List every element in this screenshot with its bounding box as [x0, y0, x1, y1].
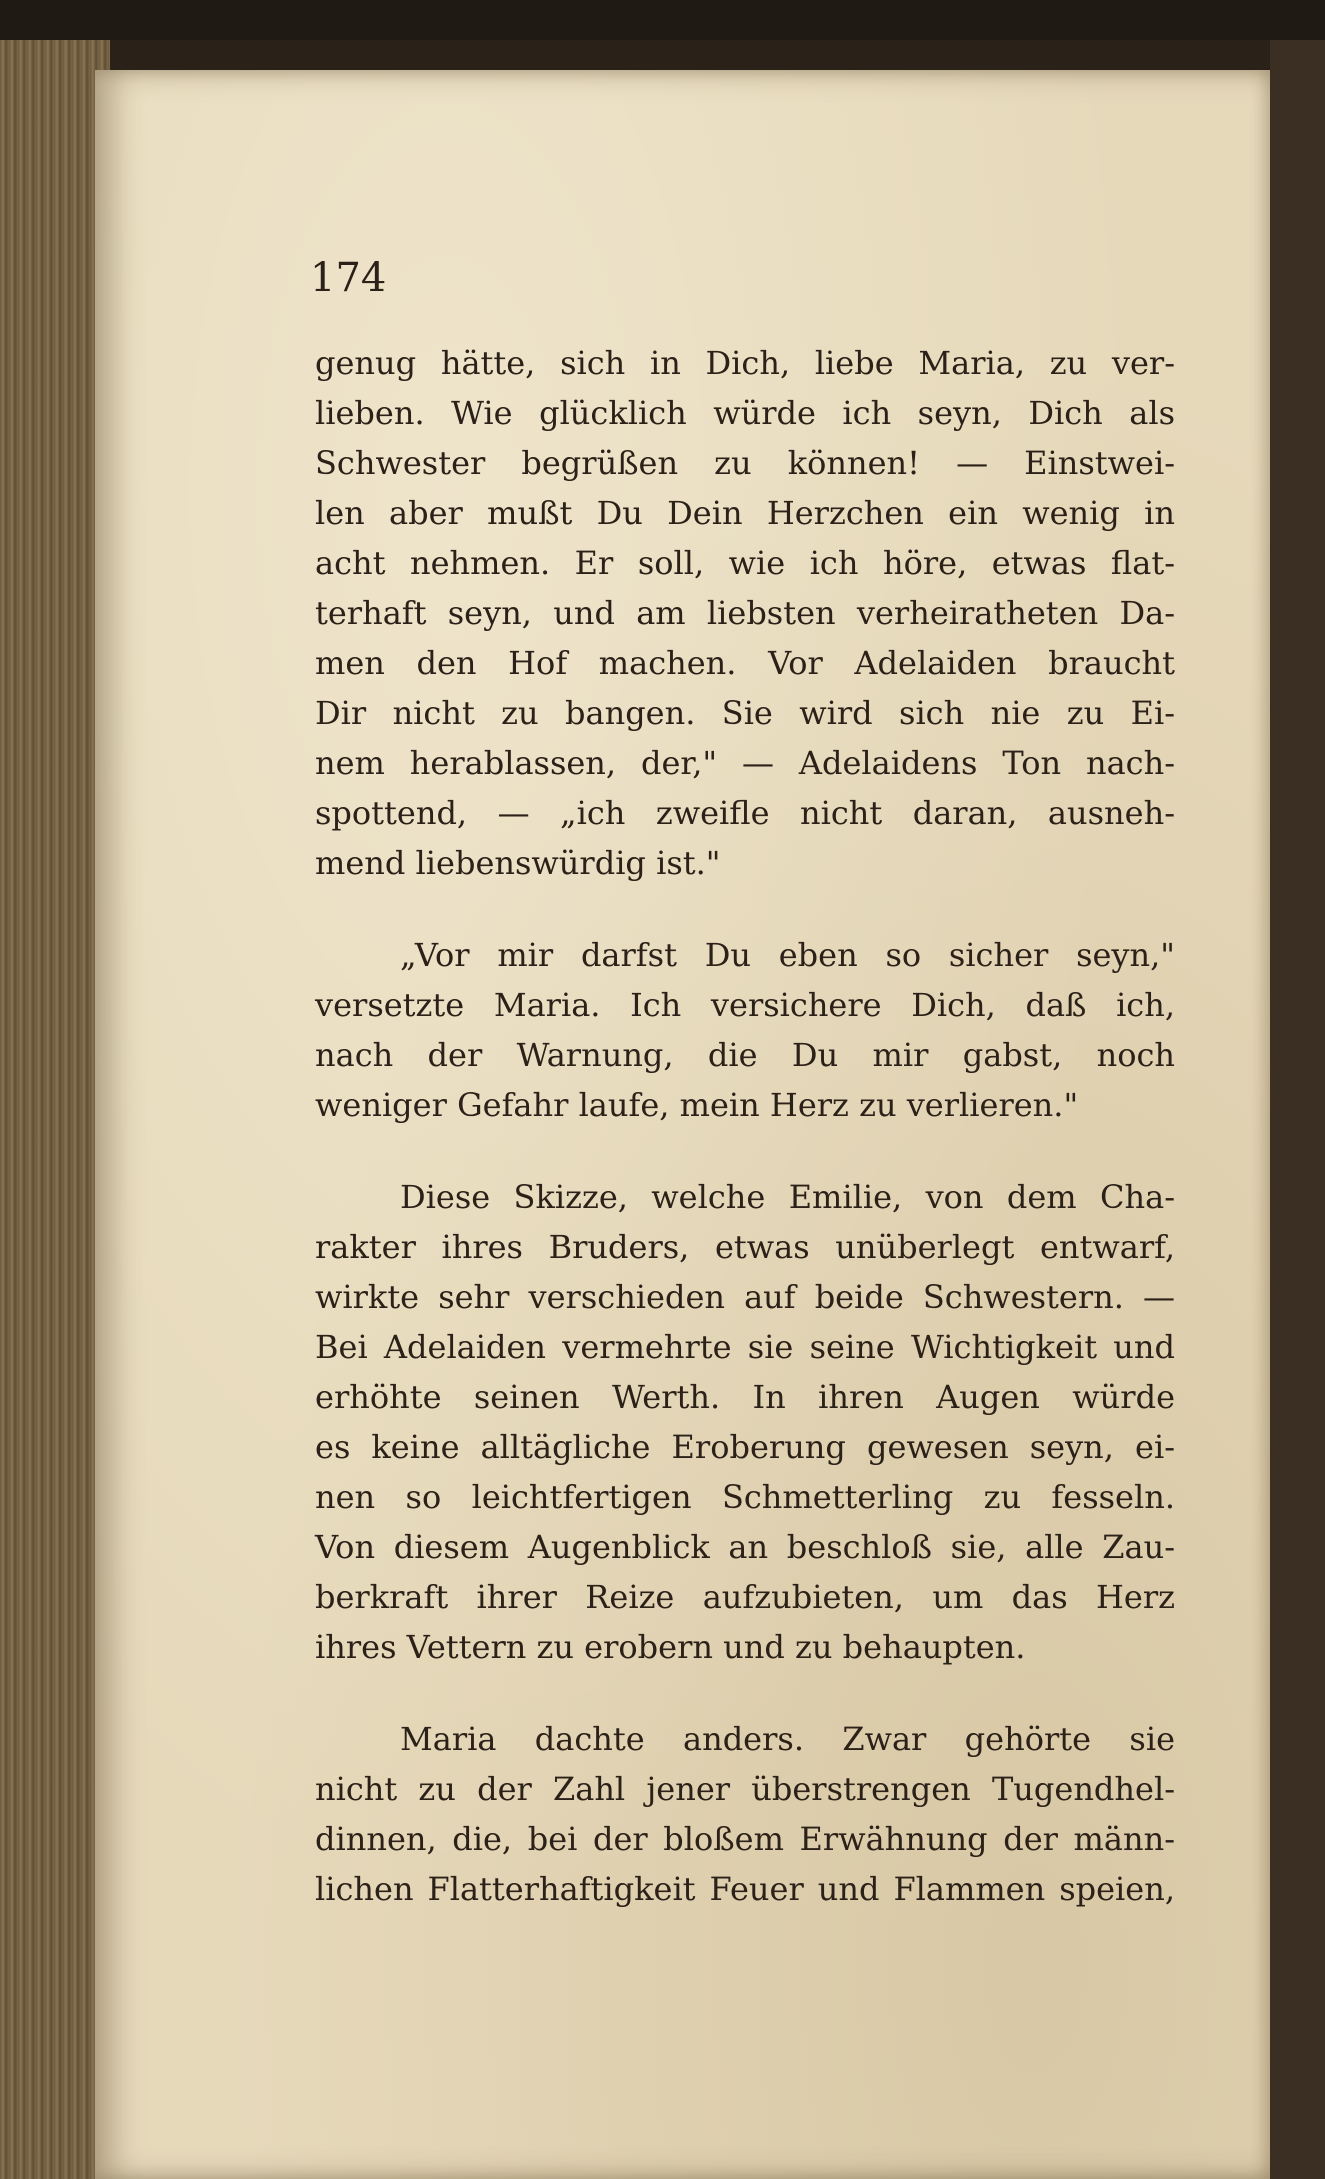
text-line: erhöhte seinen Werth. In ihren Augen würde [315, 1378, 1175, 1416]
text-line: Dir nicht zu bangen. Sie wird sich nie zu Ei- [315, 694, 1175, 732]
text-line: nach der Warnung, die Du mir gabst, noch [315, 1036, 1175, 1074]
text-line: dinnen, die, bei der bloßem Erwähnung der männ- [315, 1820, 1175, 1858]
text-line: spottend, — „ich zweifle nicht daran, ausneh- [315, 794, 1175, 832]
text-line: nen so leichtfertigen Schmetterling zu fesseln. [315, 1478, 1175, 1516]
paragraph-gap [315, 1130, 1175, 1172]
text-line: men den Hof machen. Vor Adelaiden braucht [315, 644, 1175, 682]
text-line: len aber mußt Du Dein Herzchen ein wenig in [315, 494, 1175, 532]
text-line: genug hätte, sich in Dich, liebe Maria, zu ver- [315, 344, 1175, 382]
text-line: lieben. Wie glücklich würde ich seyn, Dich als [315, 394, 1175, 432]
page-edges [0, 40, 110, 2179]
text-line: wirkte sehr verschieden auf beide Schwestern. — [315, 1278, 1175, 1316]
text-line: berkraft ihrer Reize aufzubieten, um das Herz [315, 1578, 1175, 1616]
page-number: 174 [310, 255, 387, 301]
text-line: rakter ihres Bruders, etwas unüberlegt entwarf, [315, 1228, 1175, 1266]
text-line: acht nehmen. Er soll, wie ich höre, etwas flat- [315, 544, 1175, 582]
text-line: weniger Gefahr laufe, mein Herz zu verlieren." [315, 1086, 1079, 1124]
book-right-edge [1270, 40, 1325, 2179]
text-line: Maria dachte anders. Zwar gehörte sie [400, 1720, 1175, 1758]
text-line: „Vor mir darfst Du eben so sicher seyn," [400, 936, 1175, 974]
page-text [315, 338, 1175, 1914]
text-line: versetzte Maria. Ich versichere Dich, daß ich, [315, 986, 1175, 1024]
text-line: nem herablassen, der," — Adelaidens Ton nach- [315, 744, 1175, 782]
text-line: Diese Skizze, welche Emilie, von dem Cha- [400, 1178, 1175, 1216]
text-line: Von diesem Augenblick an beschloß sie, alle Zau- [315, 1528, 1175, 1566]
paragraph-gap [315, 888, 1175, 930]
text-line: Bei Adelaiden vermehrte sie seine Wichtigkeit und [315, 1328, 1175, 1366]
text-line: es keine alltägliche Eroberung gewesen seyn, ei- [315, 1428, 1175, 1466]
text-line: nicht zu der Zahl jener überstrengen Tugendhel- [315, 1770, 1175, 1808]
paragraph-gap [315, 1672, 1175, 1714]
text-line: lichen Flatterhaftigkeit Feuer und Flammen speien, [315, 1870, 1175, 1908]
text-line: terhaft seyn, und am liebsten verheiratheten Da- [315, 594, 1175, 632]
text-line: mend liebenswürdig ist." [315, 844, 721, 882]
text-line: Schwester begrüßen zu können! — Einstwei- [315, 444, 1175, 482]
text-line: ihres Vettern zu erobern und zu behaupten. [315, 1628, 1026, 1666]
